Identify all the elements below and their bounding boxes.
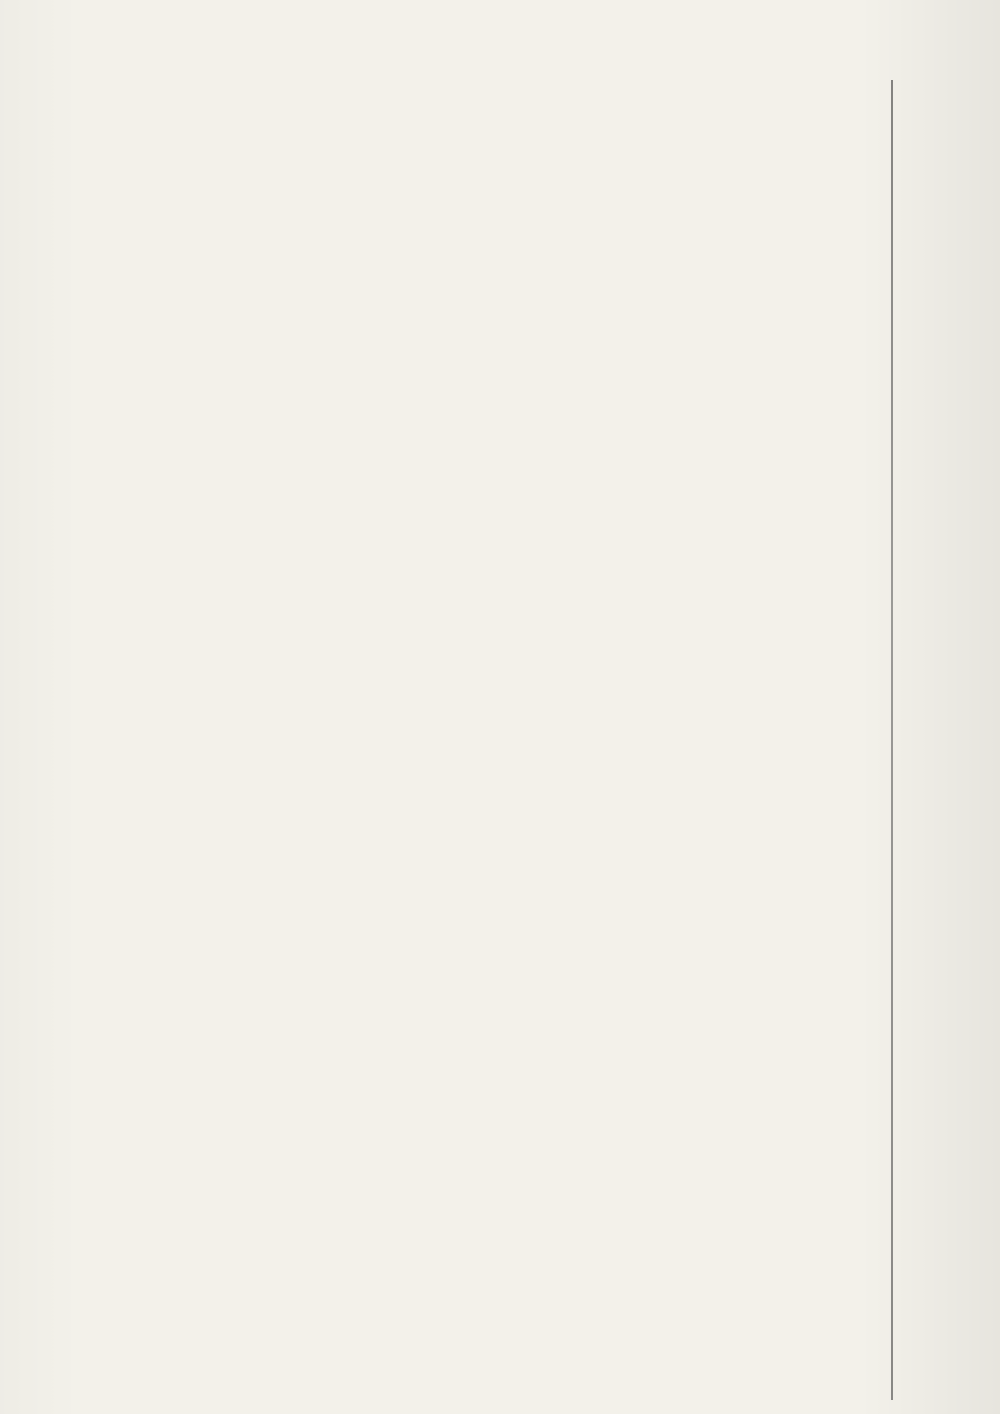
section-zahlstellen [78,58,878,68]
section-dividenden [78,58,878,68]
intro-paragraph [78,58,878,68]
main-column [77,58,878,114]
section-gewinn [78,58,878,68]
second-column-fragment [902,60,1000,61]
section-gegruendet [77,104,877,114]
section-vertrag [77,104,877,114]
company-title [67,104,877,115]
section-verwendung [78,58,878,68]
column-divider [891,80,893,1400]
section-kurs [78,58,878,68]
section-usance [78,58,878,68]
section-zweck [77,104,877,114]
section-verwaltungsrat [78,58,878,68]
